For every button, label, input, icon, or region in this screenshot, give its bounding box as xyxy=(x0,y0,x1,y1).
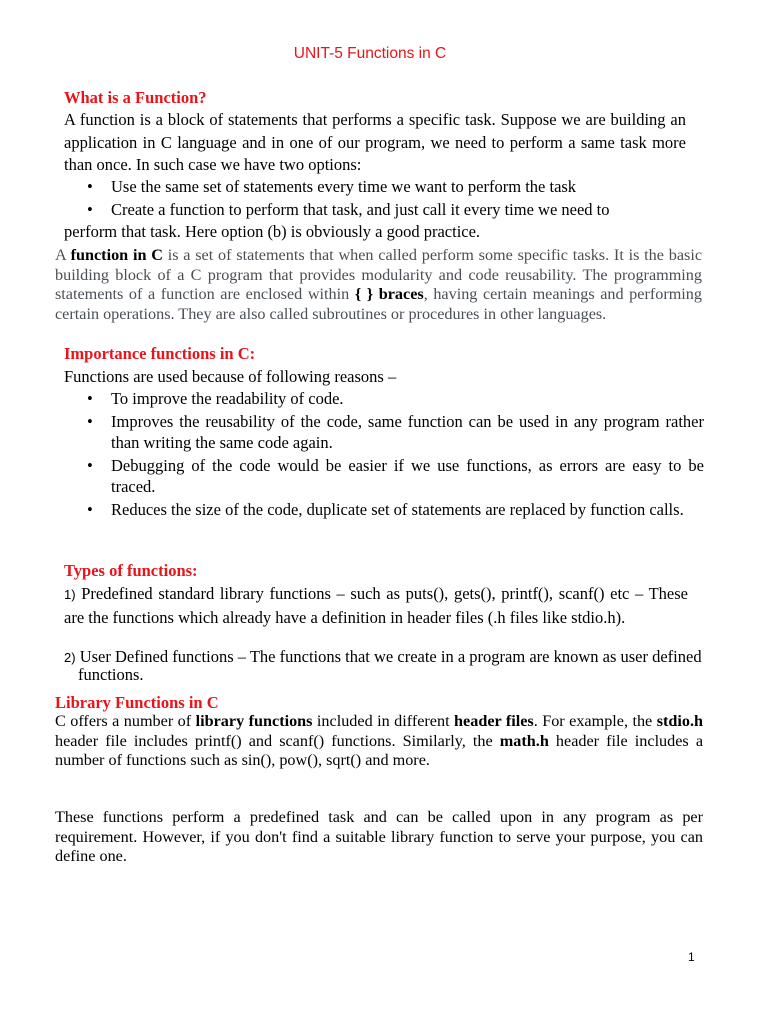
heading-what-is-function: What is a Function? xyxy=(64,88,207,107)
heading-importance: Importance functions in C: xyxy=(64,344,256,363)
definition-bold-braces: { } braces xyxy=(354,285,424,304)
page-title: UNIT-5 Functions in C xyxy=(293,45,447,62)
predefined-task-paragraph: These functions perform a predefined task and can be called upon in any program as per requirement. However, if you don't find a suitable library function to serve your purpose, you can define one. xyxy=(55,808,703,866)
options-list xyxy=(64,176,704,221)
definition-text: , having certain meanings and performing certain operations. They are also called subroutines or procedures in other languages. xyxy=(55,285,702,324)
definition-paragraph xyxy=(55,246,702,325)
importance-intro: Functions are used because of following reasons – xyxy=(64,367,397,386)
heading-library-functions: Library Functions in C xyxy=(55,693,219,712)
list-item: • Improves the reusability of the code, same function can be used in any program rather than writing the same code again. xyxy=(64,411,704,453)
option-note: perform that task. Here option (b) is obviously a good practice. xyxy=(64,222,481,241)
item-text: Predefined standard library functions – such as puts(), gets(), printf(), scanf() etc – These are the functions which already have a definition in header files (.h files like stdio.h). xyxy=(64,584,688,627)
types-item-2 xyxy=(64,648,704,683)
library-text: header file includes a number of functions such as sin(), pow(), sqrt() and more. xyxy=(55,731,704,770)
intro-paragraph: A function is a block of statements that performs a specific task. Suppose we are building an application in C language and in one of our program, we need to perform a same task more than once. In such case we have two options: xyxy=(64,110,686,174)
heading-types: Types of functions: xyxy=(64,561,198,580)
item-number: 1) xyxy=(64,587,76,602)
item-number: 2) xyxy=(64,650,76,665)
library-paragraph xyxy=(55,712,703,771)
bold-stdio-h: stdio.h xyxy=(656,712,704,730)
item-text: User Defined functions – The functions that we create in a program are known as user defined functions. xyxy=(75,647,702,684)
list-item: • Debugging of the code would be easier if we use functions, as errors are easy to be traced. xyxy=(64,455,704,497)
list-item: • Reduces the size of the code, duplicate set of statements are replaced by function calls. xyxy=(64,499,704,520)
library-text: included in different xyxy=(312,712,455,730)
page-number: 1 xyxy=(688,950,695,964)
bold-library-functions: library functions xyxy=(195,712,313,730)
library-text: header file includes printf() and scanf() functions. Similarly, the xyxy=(55,731,500,750)
bold-math-h: math.h xyxy=(499,731,549,750)
library-text: C offers a number of xyxy=(55,712,196,730)
importance-list xyxy=(64,388,704,520)
definition-bold-term: function in C xyxy=(70,246,163,264)
list-item: • To improve the readability of code. xyxy=(64,388,704,409)
list-item: • Create a function to perform that task, and just call it every time we need to xyxy=(64,199,704,222)
list-item: • Use the same set of statements every time we want to perform the task xyxy=(64,176,704,199)
definition-text: A xyxy=(55,246,71,264)
definition-text: is a set of statements that when called perform some specific tasks. It is the basic building block of a C program that provides modularity and code reusability. The programming statements of a function are enclosed within xyxy=(55,246,702,304)
bold-header-files: header files xyxy=(454,712,534,730)
types-item-1 xyxy=(64,582,688,629)
library-text: . For example, the xyxy=(533,712,657,730)
